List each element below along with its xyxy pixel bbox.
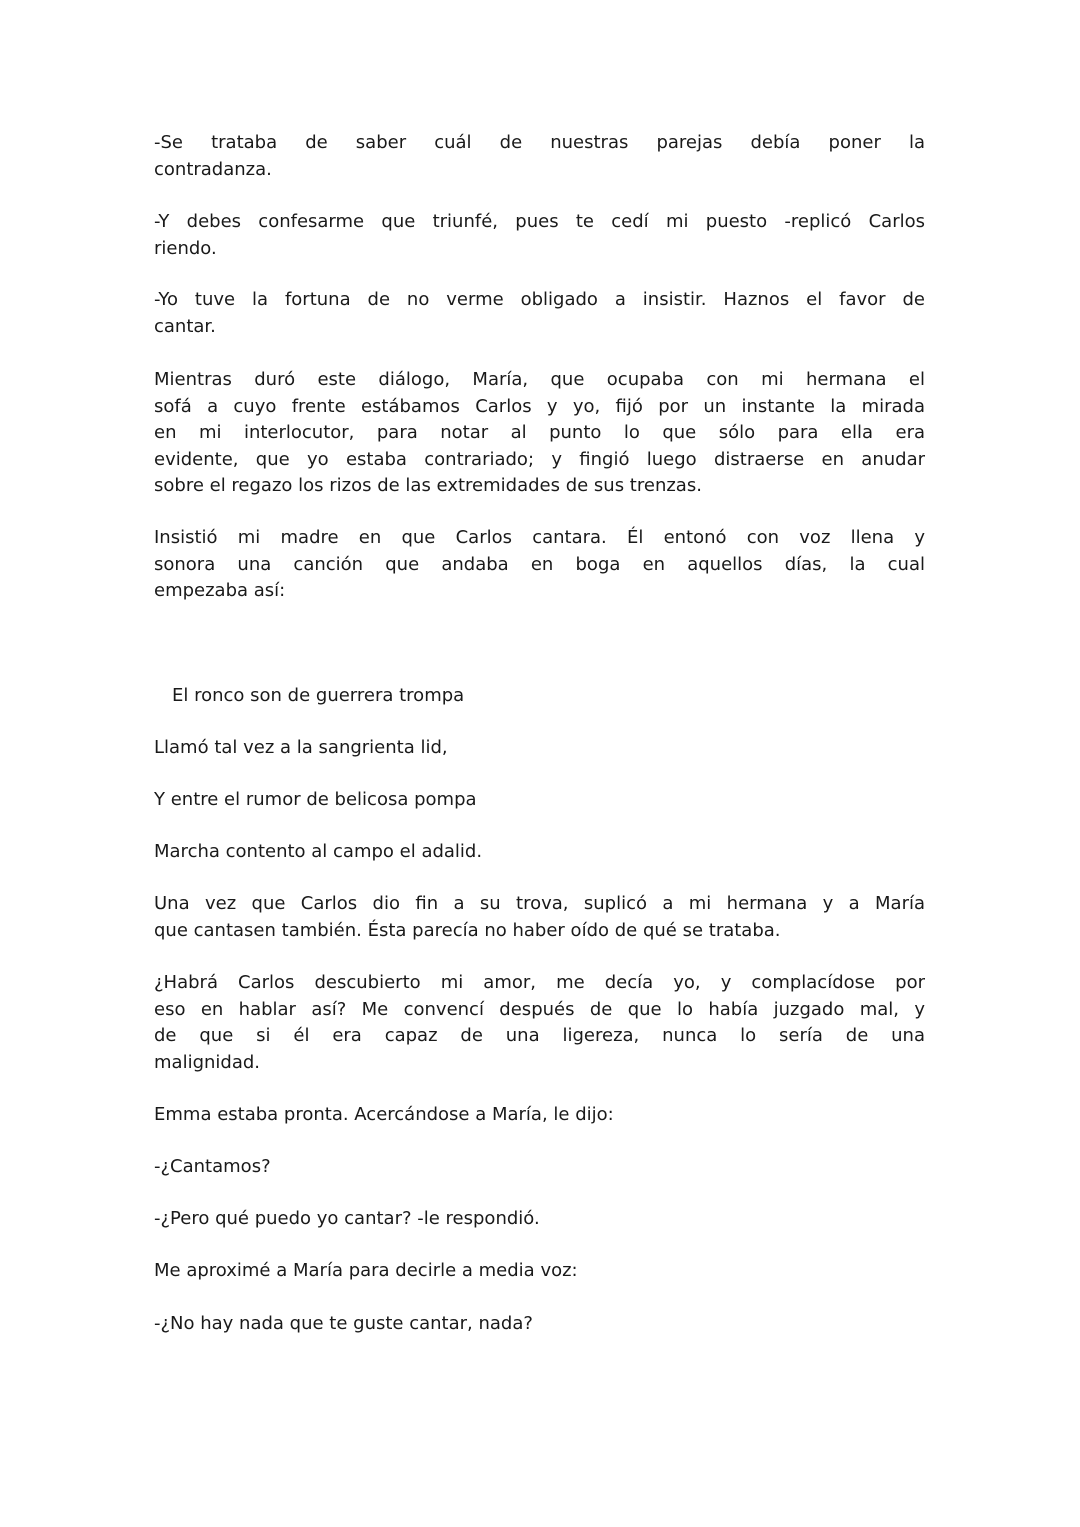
paragraph: [154, 891, 925, 944]
verse-line: [154, 787, 925, 814]
verse-line: [154, 735, 925, 762]
paragraph: [154, 1206, 925, 1233]
verse-line: [154, 839, 925, 866]
text-line: Una vez que Carlos dio fin a su trova, suplicó a mi hermana y a María: [154, 893, 925, 914]
text-line: en mi interlocutor, para notar al punto lo que sólo para ella era: [154, 422, 925, 443]
paragraph: [154, 287, 925, 340]
text-line: contradanza.: [154, 158, 272, 180]
paragraph: [154, 1154, 925, 1181]
text-line: -Y debes confesarme que triunfé, pues te cedí mi puesto -replicó Carlos: [154, 211, 925, 232]
paragraph: [154, 209, 925, 262]
text-line: Llamó tal vez a la sangrienta lid,: [154, 737, 448, 758]
verse-line: [172, 683, 943, 710]
text-line: de que si él era capaz de una ligereza, nunca lo sería de una: [154, 1025, 925, 1046]
paragraph: [154, 1311, 925, 1338]
text-line: -Se trataba de saber cuál de nuestras parejas debía poner la: [154, 132, 925, 153]
text-line: Insistió mi madre en que Carlos cantara. Él entonó con voz llena y: [154, 527, 925, 548]
text-line: malignidad.: [154, 1051, 261, 1073]
text-line: que cantasen también. Ésta parecía no haber oído de qué se trataba.: [154, 919, 781, 941]
text-line: sofá a cuyo frente estábamos Carlos y yo, fijó por un instante la mirada: [154, 395, 925, 417]
paragraph: [154, 1102, 925, 1129]
text-line: eso en hablar así? Me convencí después de que lo había juzgado mal, y: [154, 998, 925, 1020]
text-line: empezaba así:: [154, 580, 286, 601]
paragraph: [154, 367, 925, 500]
text-line: sonora una canción que andaba en boga en aquellos días, la cual: [154, 553, 925, 575]
text-line: -Yo tuve la fortuna de no verme obligado a insistir. Haznos el favor de: [154, 289, 925, 310]
text-line: riendo.: [154, 237, 217, 259]
text-line: ¿Habrá Carlos descubierto mi amor, me decía yo, y complacídose por: [154, 972, 925, 993]
text-line: Me aproximé a María para decirle a media voz:: [154, 1260, 578, 1281]
text-line: -¿Cantamos?: [154, 1156, 271, 1177]
text-line: Marcha contento al campo el adalid.: [154, 841, 483, 862]
text-line: -¿No hay nada que te guste cantar, nada?: [154, 1313, 533, 1334]
paragraph: [154, 970, 925, 1076]
text-line: Y entre el rumor de belicosa pompa: [154, 789, 477, 810]
text-line: sobre el regazo los rizos de las extremidades de sus trenzas.: [154, 475, 702, 496]
text-line: cantar.: [154, 315, 216, 337]
text-line: El ronco son de guerrera trompa: [172, 685, 465, 706]
text-line: Emma estaba pronta. Acercándose a María, le dijo:: [154, 1104, 614, 1125]
paragraph: [154, 525, 925, 605]
paragraph: [154, 1258, 925, 1285]
text-line: Mientras duró este diálogo, María, que ocupaba con mi hermana el: [154, 369, 925, 390]
paragraph: [154, 130, 925, 183]
text-line: -¿Pero qué puedo yo cantar? -le respondió.: [154, 1208, 540, 1229]
text-line: evidente, que yo estaba contrariado; y fingió luego distraerse en anudar: [154, 448, 925, 470]
